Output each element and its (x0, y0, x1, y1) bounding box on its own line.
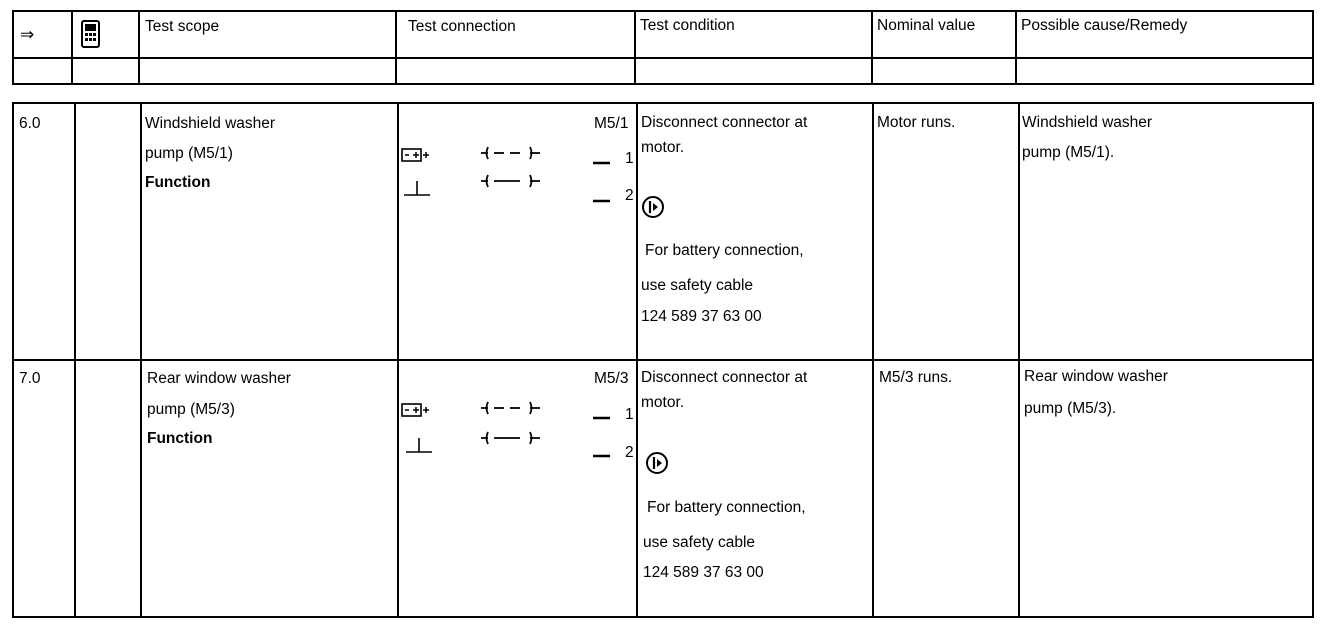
battery-plus-icon (402, 404, 429, 416)
header-test-connection: Test connection (408, 18, 516, 35)
condition-line: motor. (641, 394, 685, 411)
battery-plus-icon (402, 149, 429, 161)
header-possible-cause: Possible cause/Remedy (1021, 17, 1188, 34)
adapter-cable (481, 147, 610, 201)
safety-note-icon (641, 195, 665, 219)
condition-line: Disconnect connector at (641, 369, 808, 386)
adapter-cable (481, 402, 610, 456)
condition-line: Disconnect connector at (641, 114, 808, 131)
cause-line: pump (M5/1). (1022, 144, 1115, 161)
tool-part-number: 124 589 37 63 00 (643, 564, 764, 581)
tool-part-number: 124 589 37 63 00 (641, 308, 762, 325)
tester-icon (80, 19, 102, 49)
header-test-condition: Test condition (640, 17, 735, 34)
nominal-value: M5/3 runs. (879, 369, 953, 386)
step-number: 7.0 (19, 370, 41, 387)
condition-line: motor. (641, 139, 685, 156)
ground-icon (406, 438, 432, 452)
component-label: M5/3 (594, 370, 629, 387)
connection-diagram (400, 143, 636, 213)
note-line: use safety cable (643, 534, 756, 551)
note-line: For battery connection, (647, 499, 806, 516)
connection-diagram (400, 398, 636, 468)
step-number: 6.0 (19, 115, 41, 132)
header-nominal-value: Nominal value (877, 17, 976, 34)
pin-number: 1 (625, 150, 634, 167)
pin-number: 1 (625, 406, 634, 423)
scope-line: Windshield washer (145, 115, 276, 132)
cause-line: Rear window washer (1024, 368, 1168, 385)
scope-function-label: Function (145, 174, 211, 191)
scope-function-label: Function (147, 430, 213, 447)
cause-line: Windshield washer (1022, 114, 1153, 131)
component-label: M5/1 (594, 115, 629, 132)
nominal-value: Motor runs. (877, 114, 956, 131)
header-test-scope: Test scope (145, 18, 220, 35)
cause-line: pump (M5/3). (1024, 400, 1117, 417)
pin-number: 2 (625, 444, 634, 461)
arrow-icon: ⇒ (20, 25, 35, 44)
note-line: use safety cable (641, 277, 754, 294)
safety-note-icon (645, 451, 669, 475)
ground-icon (404, 181, 430, 195)
scope-line: pump (M5/3) (147, 401, 235, 418)
note-line: For battery connection, (645, 242, 804, 259)
scope-line: Rear window washer (147, 370, 291, 387)
pin-number: 2 (625, 187, 634, 204)
scope-line: pump (M5/1) (145, 145, 233, 162)
